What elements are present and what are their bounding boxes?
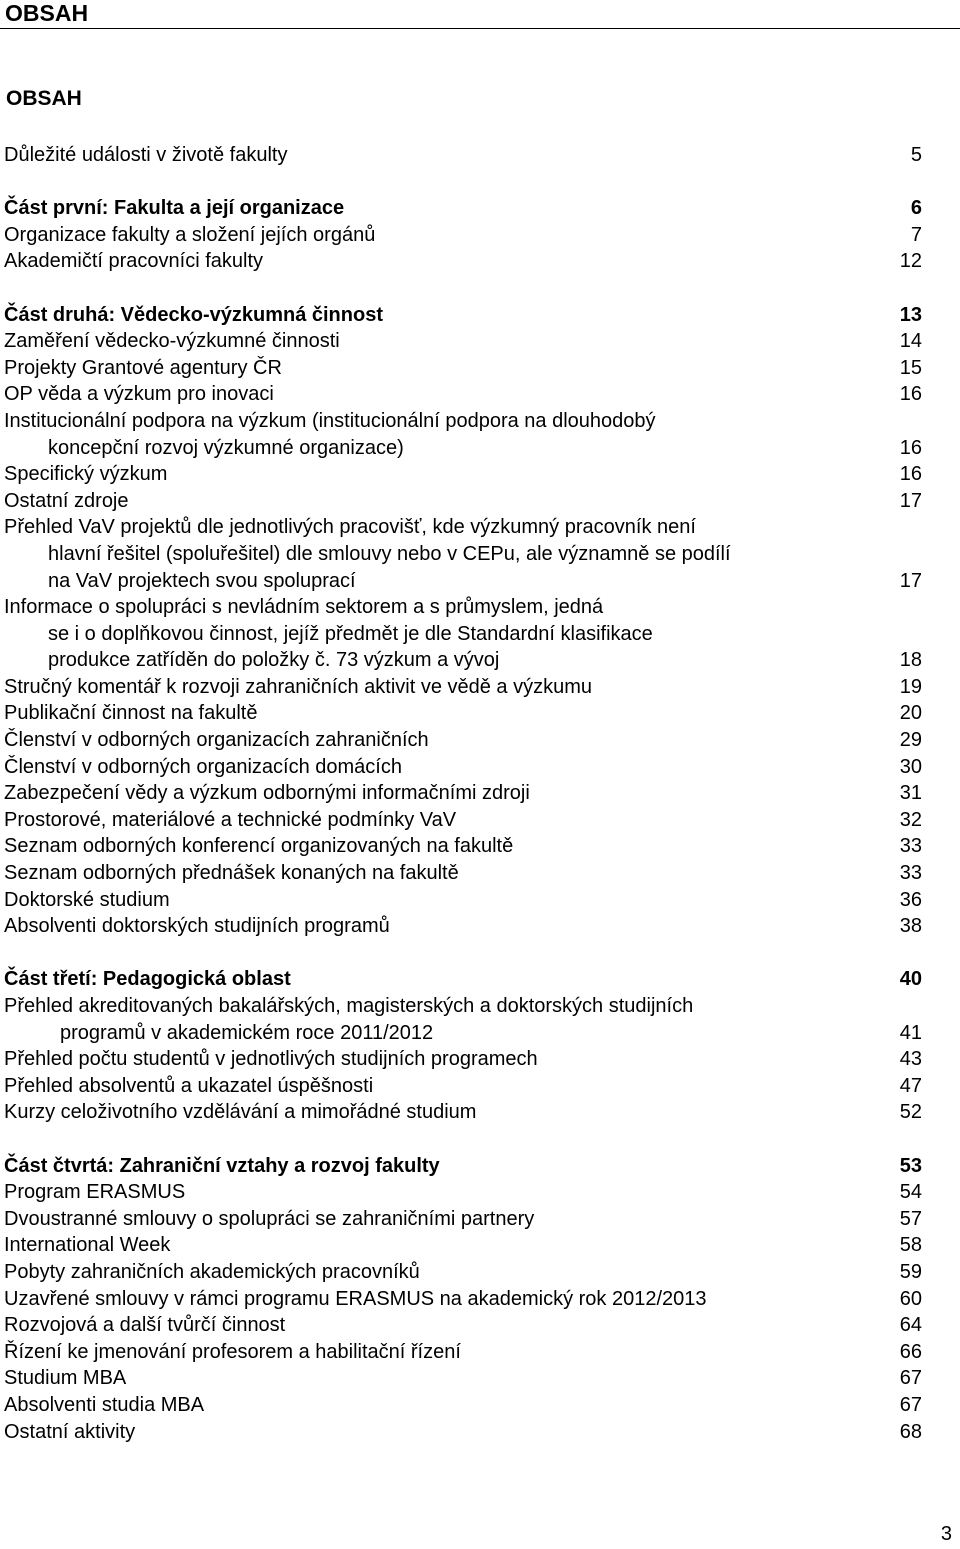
toc-entry-page: 52 — [899, 1101, 922, 1124]
toc-entry-page: 17 — [899, 569, 922, 592]
toc-entry-title: Členství v odborných organizacích zahraničních — [4, 729, 429, 752]
toc-entry-title: Přehled počtu studentů v jednotlivých studijních programech — [4, 1048, 538, 1071]
toc-entry-title: Ostatní aktivity — [4, 1420, 136, 1443]
toc-entry-page: 20 — [899, 702, 922, 725]
toc-entry-title: Zaměření vědecko-výzkumné činnosti — [4, 330, 340, 353]
toc-entry-page: 67 — [899, 1367, 922, 1390]
toc-entry-title: Absolventi studia MBA — [4, 1393, 205, 1416]
toc-entry-page: 54 — [899, 1181, 922, 1204]
toc-entry — [4, 594, 922, 674]
toc-entry-title: OP věda a výzkum pro inovaci — [4, 383, 274, 406]
toc-entry — [4, 727, 922, 754]
toc-entry-continuation: hlavní řešitel (spoluřešitel) dle smlouvy nebo v CEPu, ale významně se podílí — [48, 542, 731, 565]
toc-entry-title: Prostorové, materiálové a technické podmínky VaV — [4, 808, 457, 831]
toc-entry-page: 30 — [899, 755, 922, 778]
toc-entry-page: 12 — [899, 250, 922, 273]
toc-entry — [4, 833, 922, 860]
toc-entry — [4, 328, 922, 355]
toc-section-heading — [4, 966, 922, 993]
toc-entry — [4, 1099, 922, 1126]
toc-entry-title: Část první: Fakulta a její organizace — [4, 197, 345, 220]
toc-entry — [4, 1419, 922, 1446]
toc-entry-title: Kurzy celoživotního vzdělávání a mimořádné studium — [4, 1101, 477, 1124]
toc-entry-title: Uzavřené smlouvy v rámci programu ERASMUS na akademický rok 2012/2013 — [4, 1287, 707, 1310]
toc-entry — [4, 1073, 922, 1100]
toc-entry — [4, 222, 922, 249]
toc-entry — [4, 461, 922, 488]
toc-entry — [4, 1179, 922, 1206]
toc-entry-page: 53 — [899, 1154, 922, 1177]
toc-entry-title: Část druhá: Vědecko-výzkumná činnost — [4, 303, 383, 326]
toc-entry — [4, 142, 922, 169]
toc-entry — [4, 514, 922, 594]
toc-entry — [4, 408, 922, 461]
table-of-contents — [4, 142, 922, 1445]
toc-entry — [4, 700, 922, 727]
toc-entry — [4, 1339, 922, 1366]
toc-entry-title: Část čtvrtá: Zahraniční vztahy a rozvoj fakulty — [4, 1154, 440, 1177]
toc-entry-page: 19 — [899, 675, 922, 698]
toc-entry-page: 15 — [899, 356, 922, 379]
toc-entry-title: Program ERASMUS — [4, 1181, 186, 1204]
toc-entry-title: Absolventi doktorských studijních programů — [4, 915, 390, 938]
toc-entry — [4, 1206, 922, 1233]
toc-entry-page: 38 — [899, 915, 922, 938]
toc-entry-page: 16 — [899, 463, 922, 486]
toc-entry-title: Doktorské studium — [4, 888, 170, 911]
toc-entry — [4, 1365, 922, 1392]
toc-entry-page: 16 — [899, 436, 922, 459]
toc-entry-page: 31 — [899, 782, 922, 805]
toc-entry-page: 18 — [899, 649, 922, 672]
toc-entry-continuation: na VaV projektech svou spoluprací — [48, 569, 356, 592]
page-header — [0, 0, 960, 29]
toc-entry-title: Institucionální podpora na výzkum (institucionální podpora na dlouhodobý — [4, 409, 656, 432]
toc-entry-page: 64 — [899, 1314, 922, 1337]
toc-entry-continuation: produkce zatříděn do položky č. 73 výzkum a vývoj — [48, 649, 500, 672]
toc-entry-page: 5 — [910, 144, 922, 166]
toc-entry-page: 6 — [910, 197, 922, 220]
toc-entry-page: 68 — [899, 1420, 922, 1443]
toc-section-heading — [4, 1153, 922, 1180]
toc-entry-title: Ostatní zdroje — [4, 489, 129, 512]
toc-entry-title: International Week — [4, 1234, 171, 1257]
toc-entry-title: Pobyty zahraničních akademických pracovníků — [4, 1260, 420, 1283]
toc-entry-continuation: programů v akademickém roce 2011/2012 — [60, 1021, 434, 1044]
toc-entry-title: Členství v odborných organizacích domácích — [4, 755, 402, 778]
toc-entry-title: Přehled absolventů a ukazatel úspěšnosti — [4, 1074, 374, 1097]
toc-entry-page: 17 — [899, 489, 922, 512]
toc-entry-title: Seznam odborných konferencí organizovaných na fakultě — [4, 835, 514, 858]
toc-entry — [4, 1232, 922, 1259]
header-title: OBSAH — [5, 0, 89, 26]
toc-title: OBSAH — [6, 87, 82, 110]
toc-entry-page: 57 — [899, 1207, 922, 1230]
toc-entry-page: 58 — [899, 1234, 922, 1257]
toc-entry-title: Přehled akreditovaných bakalářských, magisterských a doktorských studijních — [4, 995, 694, 1017]
toc-entry-page: 60 — [899, 1287, 922, 1310]
toc-entry — [4, 860, 922, 887]
toc-entry-page: 59 — [899, 1260, 922, 1283]
toc-entry-title: Seznam odborných přednášek konaných na fakultě — [4, 862, 459, 885]
toc-entry-title: Dvoustranné smlouvy o spolupráci se zahraničními partnery — [4, 1207, 535, 1230]
toc-entry — [4, 1046, 922, 1073]
toc-section-heading — [4, 195, 922, 222]
toc-entry-page: 36 — [899, 888, 922, 911]
toc-entry — [4, 355, 922, 382]
toc-entry-title: Akademičtí pracovníci fakulty — [4, 250, 263, 273]
toc-entry — [4, 913, 922, 940]
toc-entry — [4, 488, 922, 515]
toc-entry — [4, 674, 922, 701]
toc-entry-page: 43 — [899, 1048, 922, 1071]
toc-entry-title: Stručný komentář k rozvoji zahraničních aktivit ve vědě a výzkumu — [4, 675, 593, 698]
toc-section-heading — [4, 302, 922, 329]
toc-entry-page: 33 — [899, 862, 922, 885]
toc-entry-title: Přehled VaV projektů dle jednotlivých pracovišť, kde výzkumný pracovník není — [4, 516, 696, 539]
toc-entry-page: 47 — [899, 1074, 922, 1097]
toc-entry-title: Studium MBA — [4, 1367, 127, 1390]
toc-entry-title: Důležité události v životě fakulty — [4, 144, 288, 166]
toc-entry-title: Zabezpečení vědy a výzkum odbornými informačními zdroji — [4, 782, 530, 805]
toc-entry-page: 66 — [899, 1340, 922, 1363]
toc-entry — [4, 381, 922, 408]
toc-entry-continuation: koncepční rozvoj výzkumné organizace) — [48, 436, 404, 459]
toc-entry — [4, 1392, 922, 1419]
toc-entry-page: 33 — [899, 835, 922, 858]
toc-entry-title: Publikační činnost na fakultě — [4, 702, 258, 725]
toc-entry — [4, 1286, 922, 1313]
toc-entry-page: 16 — [899, 383, 922, 406]
toc-entry-title: Část třetí: Pedagogická oblast — [4, 968, 291, 991]
toc-entry-title: Informace o spolupráci s nevládním sektorem a s průmyslem, jedná — [4, 596, 604, 619]
toc-entry — [4, 780, 922, 807]
toc-entry-page: 41 — [899, 1021, 922, 1044]
toc-entry-page: 67 — [899, 1393, 922, 1416]
toc-entry-page: 29 — [899, 729, 922, 752]
toc-entry — [4, 1259, 922, 1286]
toc-entry — [4, 248, 922, 275]
toc-entry — [4, 887, 922, 914]
toc-entry — [4, 1312, 922, 1339]
toc-entry-title: Rozvojová a další tvůrčí činnost — [4, 1314, 286, 1337]
toc-entry — [4, 993, 922, 1046]
toc-entry-title: Organizace fakulty a složení jejích orgánů — [4, 223, 376, 246]
toc-entry-title: Řízení ke jmenování profesorem a habilitační řízení — [4, 1340, 461, 1363]
toc-entry — [4, 807, 922, 834]
toc-entry — [4, 754, 922, 781]
toc-entry-page: 14 — [899, 330, 922, 353]
toc-entry-page: 13 — [899, 303, 922, 326]
toc-entry-page: 7 — [910, 223, 922, 246]
toc-entry-title: Projekty Grantové agentury ČR — [4, 356, 282, 379]
toc-entry-page: 32 — [899, 808, 922, 831]
toc-entry-title: Specifický výzkum — [4, 463, 168, 486]
toc-entry-page: 40 — [899, 968, 922, 991]
page-number: 3 — [940, 1523, 952, 1545]
toc-entry-continuation: se i o doplňkovou činnost, jejíž předmět je dle Standardní klasifikace — [48, 622, 653, 645]
